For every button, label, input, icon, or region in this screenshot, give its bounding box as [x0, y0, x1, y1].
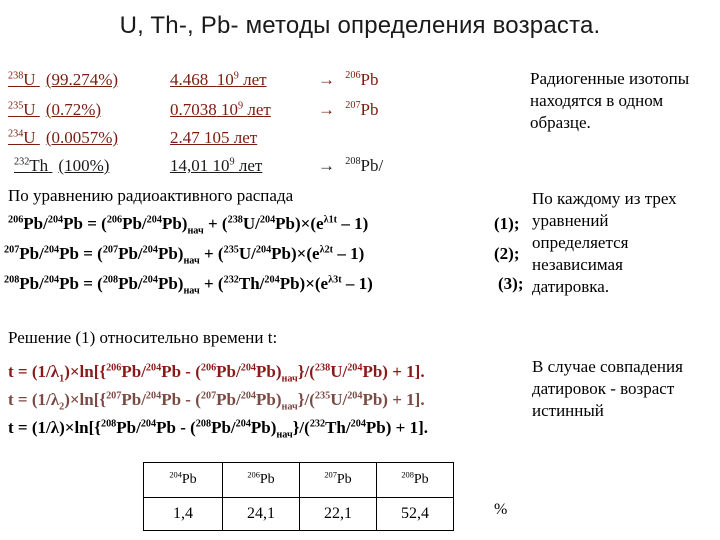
table-header-cell: $^{208}$Pb [377, 463, 454, 498]
table-cell: 22,1 [300, 498, 377, 531]
half-life-4: 14,01 $10^9$ лет [170, 156, 263, 175]
isotope-abundance-table [143, 462, 454, 531]
half-life-1: 4.468 $10^9$ лет [170, 70, 267, 89]
note-dates-match: В случае совпадения датировок - возраст истинный [532, 357, 683, 420]
decay-product-1: → $^{206}$Pb [318, 70, 379, 89]
solution-intro: Решение (1) относительно времени t: [8, 328, 278, 347]
equation-intro: По уравнению радиоактивного распада [8, 186, 294, 205]
equation-2: $^{207}Pb/^{204}Pb = (^{207}Pb/^{204}Pb)_{нач} + (^{235}U/^{204}Pb)\times(e^{\lambda 2t} - 1)$ [4, 244, 365, 267]
arrow-right-icon: → [318, 156, 335, 175]
table-header-cell: $^{206}$Pb [223, 463, 300, 498]
equation-number-2: (2); [494, 244, 520, 263]
equation-number-3: (3); [498, 274, 524, 293]
equation-1: $^{206}Pb/^{204}Pb = (^{206}Pb/^{204}Pb)_{нач} + (^{238}U/^{204}Pb)\times(e^{\lambda 1t} - 1)$ [8, 214, 369, 237]
isotope-row-1: $^{238}$U (99.274%) [8, 70, 119, 89]
page-title: U, Th-, Pb- методы определения возраста. [119, 12, 601, 39]
arrow-right-icon: → [318, 70, 335, 89]
isotope-row-2: $^{235}$U (0.72%) [8, 100, 102, 119]
table-header-cell: $^{207}$Pb [300, 463, 377, 498]
equation-number-1: (1); [494, 214, 520, 233]
note-each-equation: По каждому из трех уравнений определяется независимая датировка. [532, 189, 677, 296]
solution-2: $t = (1/\lambda_2)\times\ln[\{^{207}Pb/^{204}Pb - (^{207}Pb/^{204}Pb)_{нач}\}/(^{235}U/^{204}Pb) + 1]$. [8, 390, 425, 413]
solution-1: $t = (1/\lambda_1)\times\ln[\{^{206}Pb/^{204}Pb - (^{206}Pb/^{204}Pb)_{нач}\}/(^{238}U/^{204}Pb) + 1]$. [8, 362, 425, 385]
arrow-right-icon: → [318, 100, 335, 119]
table-cell: 1,4 [144, 498, 223, 531]
note-radiogenic: Радиогенные изотопы находятся в одном образце. [530, 69, 690, 132]
table-cell: 24,1 [223, 498, 300, 531]
percent-unit: % [494, 501, 508, 518]
table-header-cell: $^{204}$Pb [144, 463, 223, 498]
equation-3: $^{208}Pb/^{204}Pb = (^{208}Pb/^{204}Pb)_{нач} + (^{232}Th/^{204}Pb)\times(e^{\lambda 3t} - 1)$ [4, 274, 373, 297]
half-life-2: 0.7038 $10^9$ лет [170, 100, 271, 119]
solution-3: $t = (1/\lambda)\times\ln[\{^{208}Pb/^{204}Pb - (^{208}Pb/^{204}Pb)_{нач}\}/(^{232}Th/^{204}Pb) + 1]$. [8, 418, 429, 441]
half-life-3: 2.47 105 лет [170, 128, 258, 147]
table-cell: 52,4 [377, 498, 454, 531]
isotope-row-3: $^{234}$U (0.0057%) [8, 128, 119, 147]
decay-product-2: → $^{207}$Pb [318, 100, 379, 119]
decay-product-4: → $^{208}$Pb/ [318, 156, 384, 175]
table-row [144, 498, 454, 531]
mass-number: 238 [8, 70, 24, 82]
table-header-row [144, 463, 454, 498]
isotope-row-4: $^{232}$Th (100%) [14, 156, 110, 175]
